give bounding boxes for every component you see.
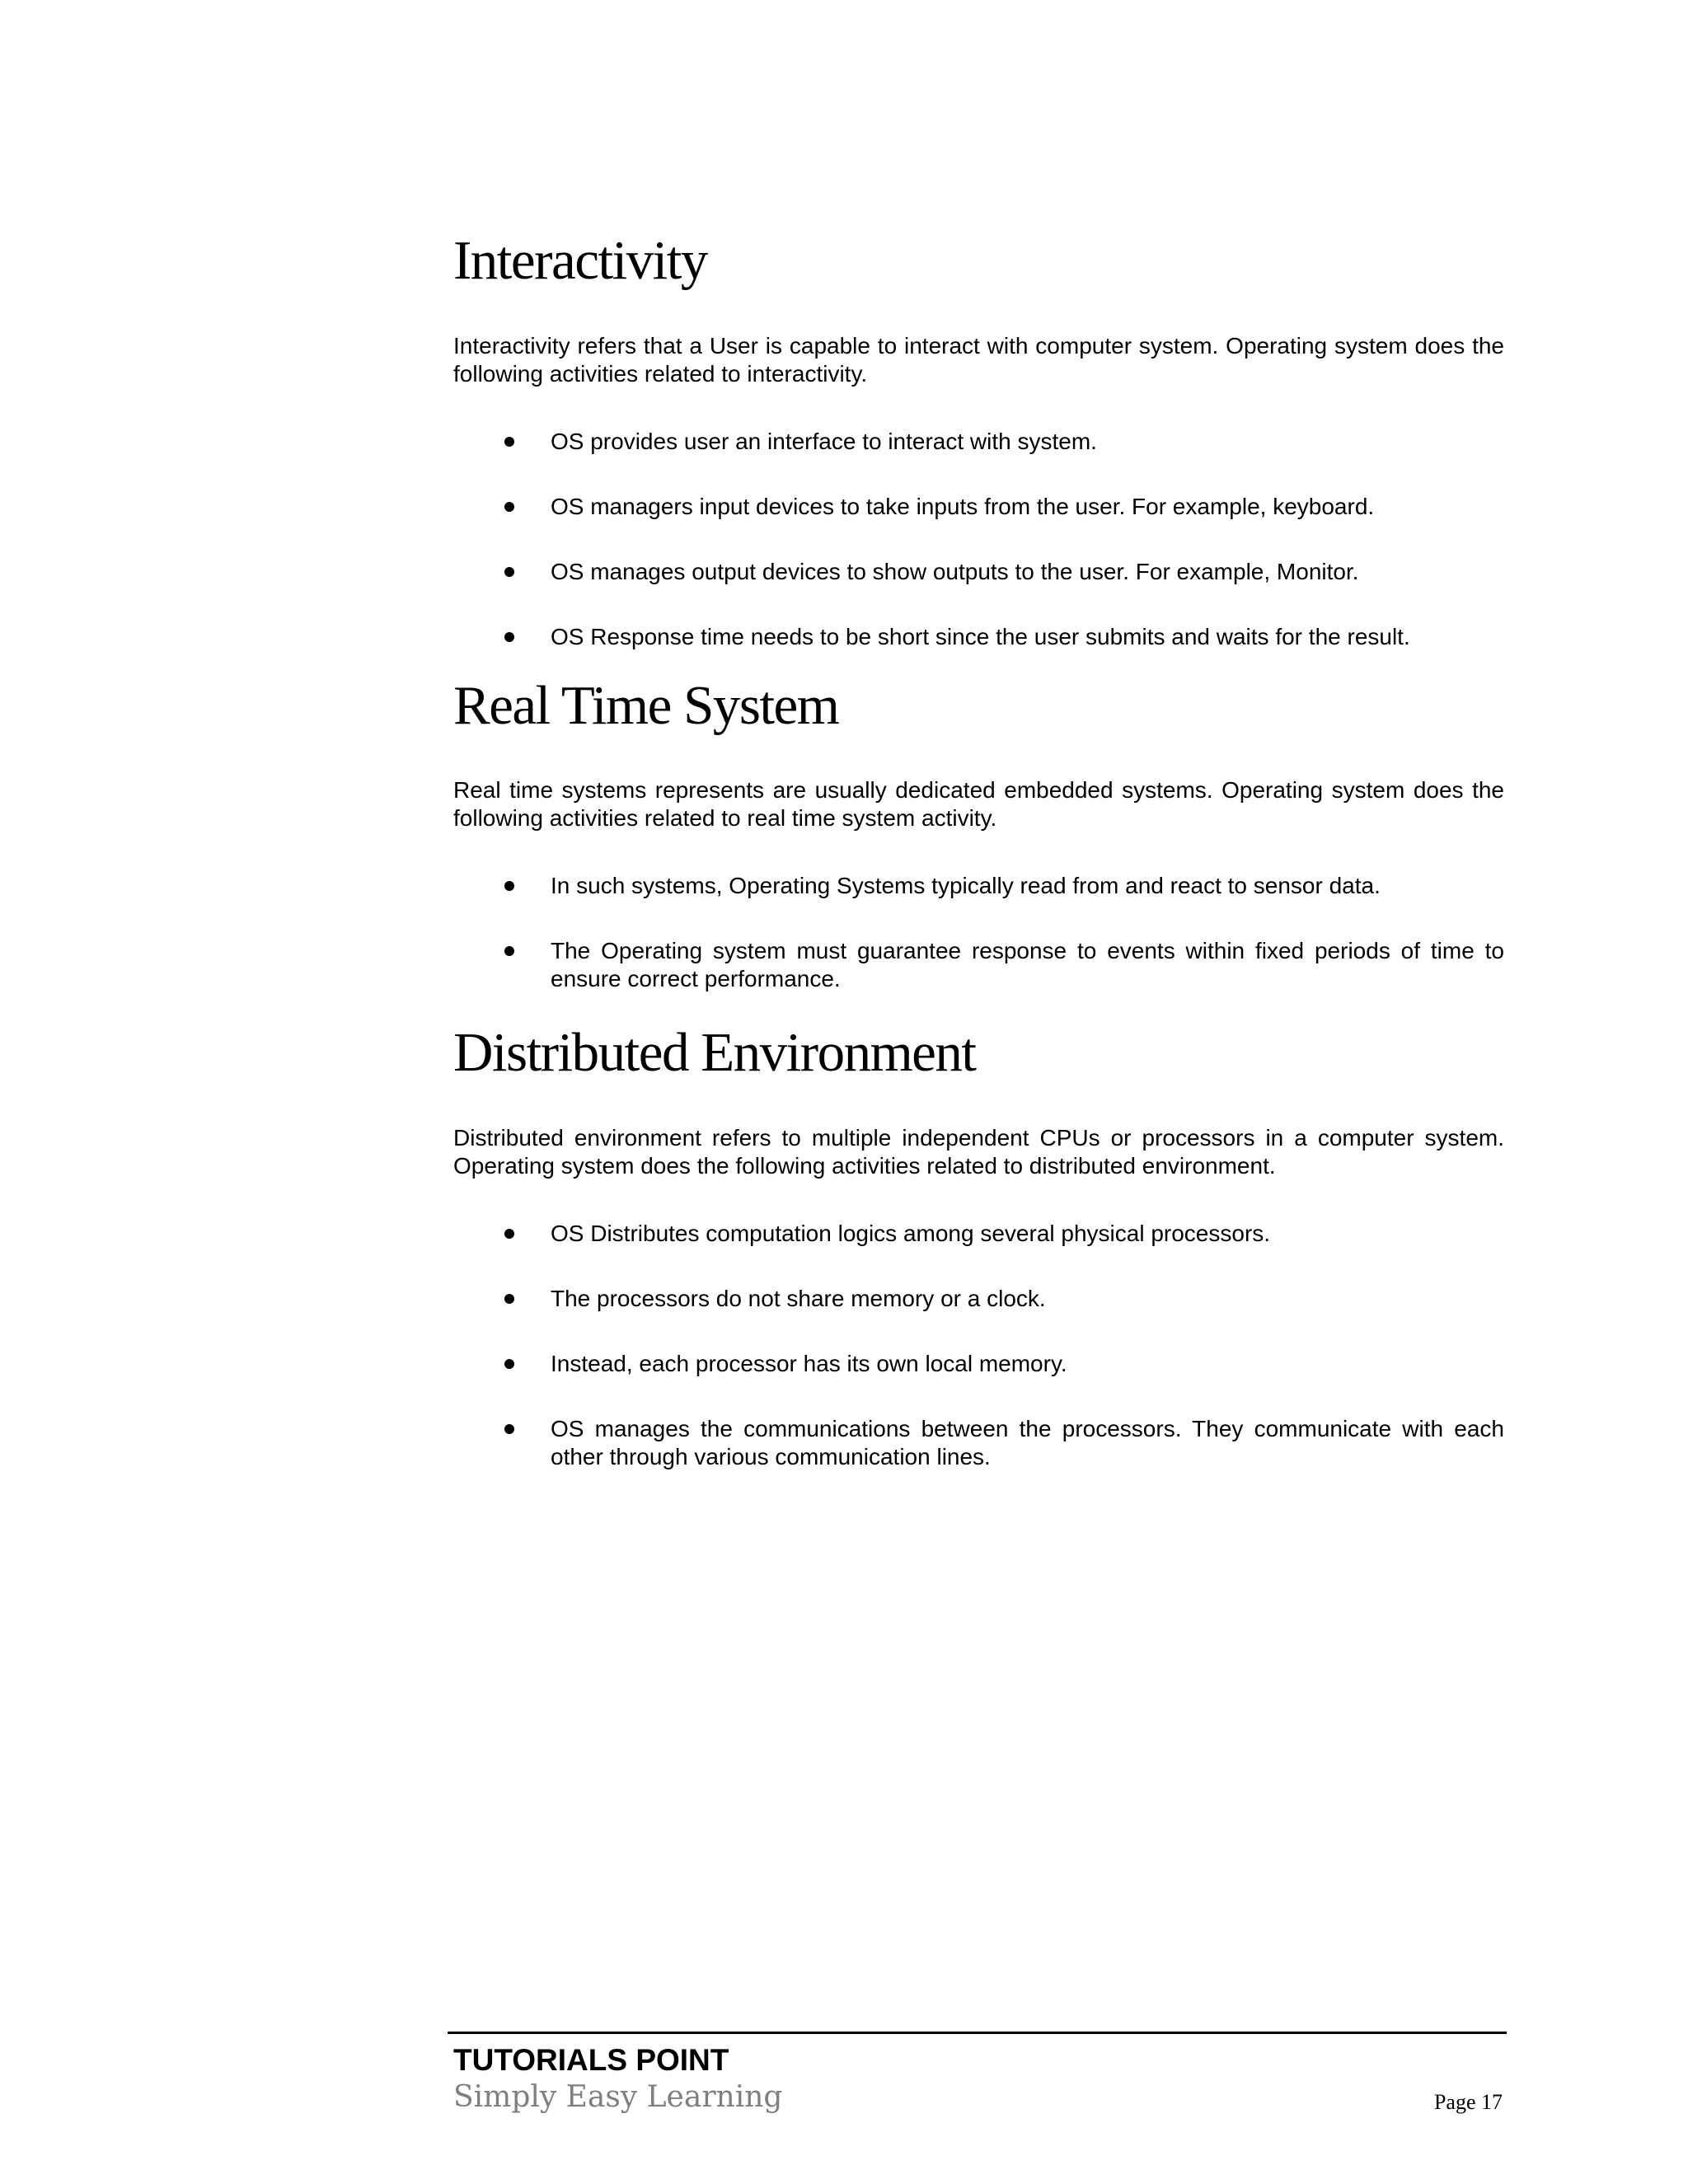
- section-heading: Distributed Environment: [453, 1022, 976, 1084]
- bullet-icon: [504, 946, 514, 956]
- section-intro-paragraph: Interactivity refers that a User is capable to interact with computer system. Operating system does the following activities related to interactivity.: [453, 332, 1504, 387]
- list-item-text: OS provides user an interface to interact with system.: [551, 428, 1097, 454]
- footer-divider: [448, 2032, 1507, 2034]
- list-item: [453, 558, 1504, 586]
- bullet-icon: [504, 567, 514, 577]
- bullet-list: [453, 428, 1504, 651]
- bullet-icon: [504, 881, 514, 891]
- list-item-text: OS managers input devices to take inputs from the user. For example, keyboard.: [551, 493, 1375, 519]
- page-number: Page 17: [1433, 2090, 1503, 2114]
- section-distributed-environment: [453, 1023, 1504, 1471]
- list-item: [453, 493, 1504, 521]
- section-intro-paragraph: Distributed environment refers to multiple independent CPUs or processors in a computer system. Operating system does the following activities related to distributed environment.: [453, 1125, 1504, 1179]
- list-item-text: OS manages the communications between the processors. They communicate with each other through various communication lines.: [551, 1416, 1504, 1470]
- list-item: [453, 1415, 1504, 1471]
- list-item-text: The Operating system must guarantee response to events within fixed periods of time to ensure correct performance.: [551, 938, 1504, 992]
- page-content: [453, 231, 1504, 1471]
- bullet-icon: [504, 1424, 514, 1434]
- bullet-icon: [504, 632, 514, 642]
- bullet-icon: [504, 1229, 514, 1239]
- bullet-icon: [504, 437, 514, 447]
- list-item: [453, 428, 1504, 456]
- bullet-icon: [504, 502, 514, 512]
- list-item-text: The processors do not share memory or a clock.: [551, 1286, 1046, 1312]
- list-item: [453, 872, 1504, 900]
- section-intro-paragraph: Real time systems represents are usually dedicated embedded systems. Operating system does the following activities related to real time system activity.: [453, 777, 1504, 832]
- bullet-list: [453, 872, 1504, 993]
- list-item: [453, 623, 1504, 651]
- list-item: [453, 937, 1504, 993]
- list-item-text: OS Response time needs to be short since the user submits and waits for the result.: [551, 623, 1410, 649]
- list-item-text: OS manages output devices to show outputs to the user. For example, Monitor.: [551, 558, 1359, 584]
- bullet-list: [453, 1220, 1504, 1471]
- section-heading: Interactivity: [453, 230, 707, 291]
- section-heading: Real Time System: [453, 674, 839, 736]
- list-item: [453, 1220, 1504, 1248]
- list-item: [453, 1350, 1504, 1378]
- list-item-text: In such systems, Operating Systems typically read from and react to sensor data.: [551, 873, 1381, 899]
- list-item-text: OS Distributes computation logics among several physical processors.: [551, 1221, 1271, 1247]
- list-item: [453, 1285, 1504, 1313]
- bullet-icon: [504, 1359, 514, 1369]
- bullet-icon: [504, 1294, 514, 1304]
- footer-brand: TUTORIALS POINT: [453, 2043, 729, 2077]
- section-real-time-system: [453, 676, 1504, 994]
- section-interactivity: [453, 231, 1504, 651]
- list-item-text: Instead, each processor has its own local memory.: [551, 1351, 1067, 1377]
- footer-tagline: Simply Easy Learning: [453, 2080, 783, 2114]
